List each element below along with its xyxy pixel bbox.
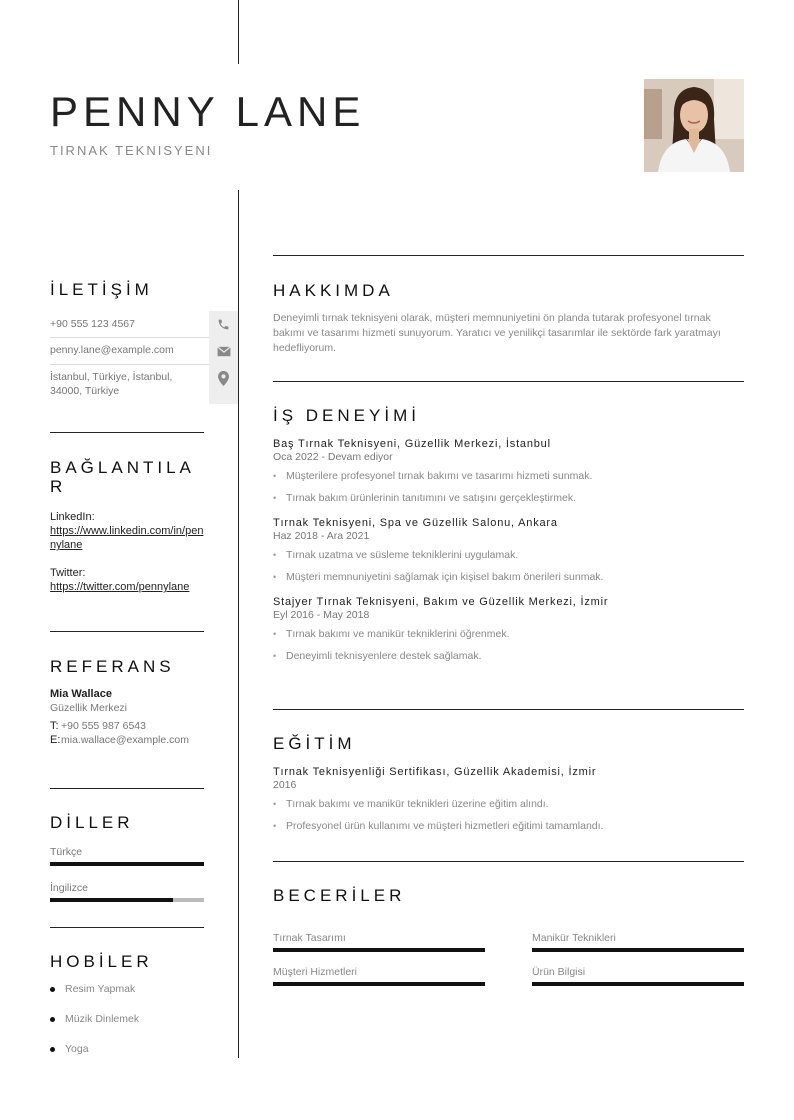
divider	[50, 927, 204, 928]
email-icon-box	[209, 338, 238, 365]
links-heading: BAĞLANTILA R	[50, 458, 194, 496]
hobby-label: Yoga	[65, 1043, 89, 1055]
skill-item	[532, 932, 744, 952]
job-bullets	[273, 627, 744, 663]
education-title: Tırnak Teknisyenliği Sertifikası, Güzellik Akademisi, İzmir	[273, 766, 597, 778]
link-label-linkedin: LinkedIn:	[50, 511, 95, 523]
education-bullet: • Tırnak bakımı ve manikür teknikleri üzerine eğitim alındı.	[273, 797, 744, 811]
skill-level-bar	[273, 948, 485, 952]
contact-email[interactable]: penny.lane@example.com	[50, 344, 174, 356]
education-entry	[273, 765, 744, 833]
hobby-item	[50, 983, 135, 995]
language-level-fill	[50, 862, 204, 866]
job-entry	[273, 595, 744, 663]
job-entry-date: Oca 2022 - Devam ediyor	[273, 451, 393, 463]
bullet-dot	[50, 1047, 55, 1052]
experience-section	[273, 406, 744, 671]
divider	[50, 631, 204, 632]
skill-level-bar	[532, 982, 744, 986]
contact-heading: İLETİŞİM	[50, 280, 153, 299]
reference-email-label: E:	[50, 734, 61, 746]
divider	[273, 255, 744, 256]
job-bullet: • Tırnak uzatma ve süsleme tekniklerini uygulamak.	[273, 548, 744, 562]
education-section	[273, 734, 744, 841]
job-bullet: • Tırnak bakımı ve manikür tekniklerini öğrenmek.	[273, 627, 744, 641]
job-title: TIRNAK TEKNISYENI	[50, 143, 213, 158]
hobbies-heading: HOBİLER	[50, 952, 153, 971]
language-item	[50, 881, 204, 902]
link-label-twitter: Twitter:	[50, 567, 86, 579]
language-level-bar	[50, 898, 204, 902]
contact-address: İstanbul, Türkiye, İstanbul, 34000, Türkiye	[50, 371, 173, 397]
skills-heading: BECERİLER	[273, 886, 406, 905]
language-level-fill	[50, 898, 173, 902]
language-name: İngilizce	[50, 882, 88, 894]
reference-heading: REFERANS	[50, 657, 175, 676]
education-date: 2016	[273, 779, 297, 791]
job-bullet: • Tırnak bakım ürünlerinin tanıtımını ve satışını gerçekleştirmek.	[273, 491, 744, 505]
header-divider-line	[238, 0, 239, 64]
reference-section	[50, 657, 204, 747]
skill-level-bar	[532, 948, 744, 952]
job-entry	[273, 437, 744, 505]
contact-section	[50, 280, 204, 299]
language-item	[50, 845, 204, 866]
job-entry-title: Tırnak Teknisyeni, Spa ve Güzellik Salonu, Ankara	[273, 517, 558, 529]
languages-heading: DİLLER	[50, 813, 134, 832]
profile-photo	[644, 79, 744, 172]
job-entry-title: Stajyer Tırnak Teknisyeni, Bakım ve Güzellik Merkezi, İzmir	[273, 596, 609, 608]
reference-email-row	[50, 733, 204, 747]
hobbies-section	[50, 952, 204, 971]
about-text: Deneyimli tırnak teknisyeni olarak, müşteri memnuniyetini ön planda tutarak profesyonel tırnak bakımı ve tasarımı hizmeti sunuyorum. Yaratıcı ve yenilikçi tasarımlar ile sektörde fark yaratmayı hedefliyorum.	[273, 312, 721, 354]
phone-icon-box	[209, 311, 238, 338]
reference-email[interactable]: mia.wallace@example.com	[61, 734, 189, 746]
divider	[273, 381, 744, 382]
hobby-item	[50, 1013, 139, 1025]
location-icon-box	[209, 365, 238, 404]
hobby-label: Müzik Dinlemek	[65, 1013, 140, 1025]
job-bullet: • Deneyimli teknisyenlere destek sağlamak.	[273, 649, 744, 663]
link-linkedin[interactable]: https://www.linkedin.com/in/pennylane	[50, 525, 204, 551]
phone-icon	[217, 318, 230, 331]
reference-company: Güzellik Merkezi	[50, 702, 128, 714]
skill-item	[532, 966, 744, 986]
job-bullets	[273, 548, 744, 584]
reference-phone-label: T:	[50, 720, 59, 732]
contact-address-row	[50, 365, 238, 404]
link-twitter[interactable]: https://twitter.com/pennylane	[50, 581, 190, 593]
job-entry-date: Eyl 2016 - May 2018	[273, 609, 370, 621]
divider	[50, 788, 204, 789]
skill-item	[273, 932, 485, 952]
job-entry-date: Haz 2018 - Ara 2021	[273, 530, 370, 542]
skill-name: Manikür Teknikleri	[532, 932, 616, 944]
languages-section	[50, 813, 204, 902]
envelope-icon	[217, 346, 231, 357]
skill-name: Ürün Bilgisi	[532, 966, 586, 978]
skills-section	[273, 886, 744, 905]
experience-heading: İŞ DENEYİMİ	[273, 406, 420, 425]
contact-phone-row	[50, 311, 238, 338]
hobby-label: Resim Yapmak	[65, 983, 136, 995]
reference-phone-row	[50, 719, 204, 733]
reference-phone[interactable]: +90 555 987 6543	[61, 720, 146, 732]
job-bullet: • Müşteri memnuniyetini sağlamak için kişisel bakım önerileri sunmak.	[273, 570, 744, 584]
skill-level-bar	[273, 982, 485, 986]
candidate-name: PENNY LANE	[50, 88, 366, 135]
column-divider-line	[238, 190, 239, 1058]
reference-name: Mia Wallace	[50, 688, 112, 700]
contact-phone[interactable]: +90 555 123 4567	[50, 318, 135, 330]
divider	[273, 861, 744, 862]
links-section	[50, 458, 204, 594]
bullet-dot	[50, 1017, 55, 1022]
hobby-item	[50, 1043, 89, 1055]
location-pin-icon	[218, 371, 229, 386]
education-bullets	[273, 797, 744, 833]
job-entry	[273, 516, 744, 584]
divider	[273, 709, 744, 710]
skill-item	[273, 966, 485, 986]
job-bullet: • Müşterilere profesyonel tırnak bakımı ve tasarımı hizmeti sunmak.	[273, 469, 744, 483]
skill-name: Tırnak Tasarımı	[273, 932, 346, 944]
job-bullets	[273, 469, 744, 505]
bullet-dot	[50, 987, 55, 992]
language-level-bar	[50, 862, 204, 866]
education-bullet: • Profesyonel ürün kullanımı ve müşteri hizmetleri eğitimi tamamlandı.	[273, 819, 744, 833]
language-name: Türkçe	[50, 846, 83, 858]
about-heading: HAKKIMDA	[273, 281, 394, 300]
divider	[50, 432, 204, 433]
skill-name: Müşteri Hizmetleri	[273, 966, 358, 978]
job-entry-title: Baş Tırnak Teknisyeni, Güzellik Merkezi, İstanbul	[273, 438, 551, 450]
about-section	[273, 281, 744, 356]
education-heading: EĞİTİM	[273, 734, 356, 753]
contact-email-row	[50, 338, 238, 365]
